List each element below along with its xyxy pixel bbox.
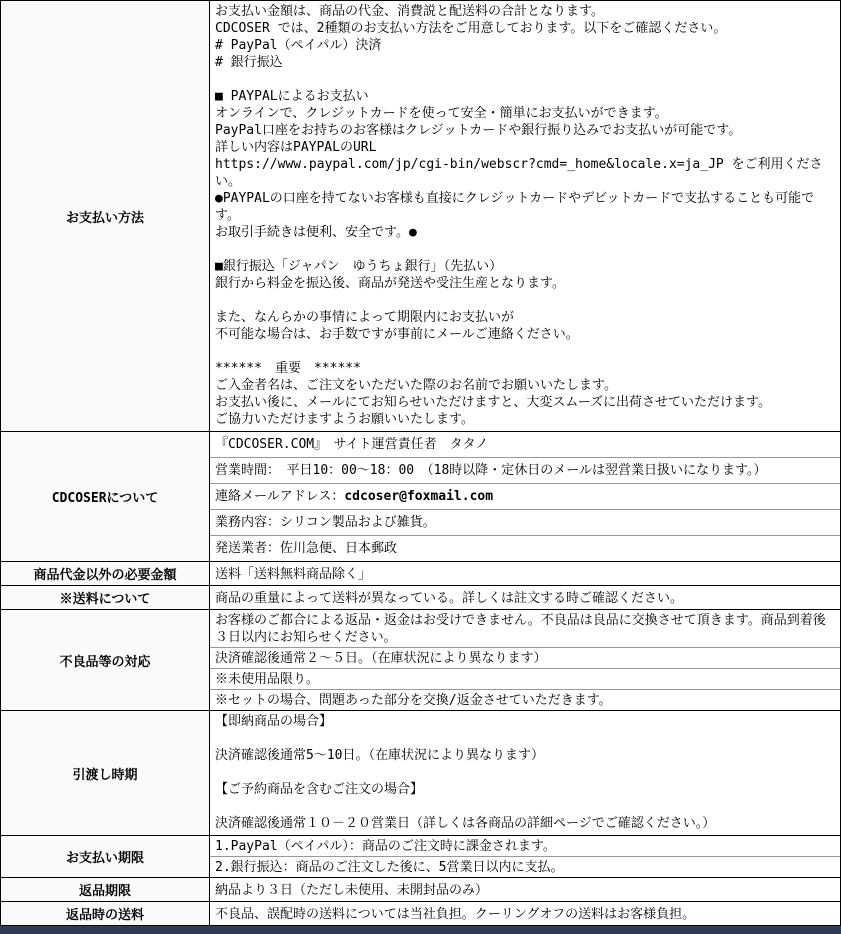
- site-owner: 『CDCOSER.COM』 サイト運営責任者 タタノ: [215, 437, 489, 452]
- paypal-section-heading: ■ PAYPALによるお支払い: [215, 89, 369, 104]
- text-line-bank-option: # 銀行振込: [215, 55, 283, 70]
- extra-fees-content: [210, 562, 841, 586]
- in-stock-leadtime: 決済確認後通常5～10日。（在庫状況により異なります）: [215, 748, 544, 763]
- shipping-fee-note: 送料「送料無料商品除く」: [215, 566, 372, 582]
- contact-email-row: [210, 483, 840, 509]
- shipping-fee-detail: 商品の重量によって送料が異なっている。詳しくは註文する時ご確認ください。: [215, 590, 684, 606]
- contact-email: cdcoser@foxmail.com: [344, 489, 494, 504]
- text-line: オンラインで、クレジットカードを使って安全・簡単にお支払いができます。: [215, 106, 668, 121]
- row-payment-method: [1, 1, 841, 432]
- row-label-return-deadline: 返品期限: [1, 878, 210, 902]
- about-cdcoser-content: [210, 432, 841, 562]
- delivery-time-lines: [210, 711, 840, 835]
- exchange-leadtime: 決済確認後通常２～５日。（在庫状況により異なります）: [210, 647, 840, 668]
- unused-only-note: ※未使用品限り。: [210, 668, 840, 689]
- blank-line: [210, 343, 840, 360]
- business-description: 業務内容：シリコン製品および雑貨。: [210, 509, 840, 535]
- set-exchange-note: ※セットの場合、問題あった部分を交換/返金させていただきます。: [210, 689, 840, 710]
- defective-items-content: [210, 610, 841, 711]
- paypal-url: https://www.paypal.com/jp/cgi-bin/webscr?cmd=_home&locale.x=ja_JP をご利用ください。: [215, 157, 823, 189]
- row-label-shipping-fee: ※送料について: [1, 586, 210, 610]
- text-line: 銀行から料金を振込後、商品が発送や受注生産となります。: [215, 276, 565, 291]
- text-line: PayPal口座をお持ちのお客様はクレジットカードや銀行振り込みでお支払いが可能です。: [215, 123, 742, 138]
- text-line: ご協力いただけますようお願いいたします。: [215, 412, 474, 427]
- row-return-deadline: [1, 878, 841, 902]
- blank-line: [210, 764, 840, 781]
- payment-method-content: [210, 1, 841, 432]
- payment-deadline-content: [210, 836, 841, 878]
- return-shipping-content: [210, 902, 841, 926]
- shipping-fee-content: [210, 586, 841, 610]
- preorder-leadtime: 決済確認後通常１０－２０営業日（詳しくは各商品の詳細ページでご確認ください。）: [215, 816, 716, 831]
- preorder-heading: 【ご予約商品を含むご注文の場合】: [215, 782, 424, 797]
- text-line-paypal-option: # PayPal（ペイパル）決済: [215, 38, 382, 53]
- delivery-time-content: [210, 711, 841, 836]
- important-note-heading: ****** 重要 ******: [215, 361, 361, 376]
- blank-line: [210, 730, 840, 747]
- return-policy: お客様のご都合による返品・返金はお受けできません。不良品は良品に交換させて頂きます。商品到着後３日以内にお知らせください。: [215, 613, 826, 645]
- blank-line: [210, 71, 840, 88]
- row-defective-items: [1, 610, 841, 711]
- text-line: お支払い後に、メールにてお知らせいただけますと、大変スムーズに出荷させていただけます。: [215, 395, 772, 410]
- blank-line: [210, 292, 840, 309]
- shipping-carriers: 発送業者：佐川急便、日本郵政: [210, 535, 840, 561]
- text-line: 詳しい内容はPAYPALのURL: [215, 140, 377, 155]
- row-label-about-cdcoser: CDCOSERについて: [1, 432, 210, 562]
- text-line: また、なんらかの事情によって期限内にお支払いが: [215, 310, 515, 325]
- row-shipping-fee: [1, 586, 841, 610]
- row-about-cdcoser: [1, 432, 841, 562]
- row-label-payment-method: お支払い方法: [1, 1, 210, 432]
- text-line: お取引手続きは便利、安全です。●: [215, 225, 417, 240]
- in-stock-heading: 【即納商品の場合】: [215, 714, 333, 729]
- row-label-return-shipping: 返品時の送料: [1, 902, 210, 926]
- business-hours: 営業時間： 平日10：00～18：00 （18時以降・定休日のメールは翌営業日扱いになります。）: [210, 457, 840, 483]
- blank-line: [210, 241, 840, 258]
- paypal-deadline: 1.PayPal（ペイパル）：商品のご注文時に課金されます。: [215, 839, 556, 854]
- row-label-extra-fees: 商品代金以外の必要金額: [1, 562, 210, 586]
- text-line: お支払い金額は、商品の代金、消費説と配送料の合計となります。: [215, 4, 604, 19]
- return-deadline-detail: 納品より３日（ただし未使用、未開封品のみ）: [215, 882, 489, 898]
- row-payment-deadline: [1, 836, 841, 878]
- row-extra-fees: [1, 562, 841, 586]
- blank-line: [210, 798, 840, 815]
- footer-bar: [0, 926, 841, 934]
- row-label-payment-deadline: お支払い期限: [1, 836, 210, 878]
- row-return-shipping: [1, 902, 841, 926]
- bank-section-heading: ■銀行振込「ジャパン ゆうちょ銀行」（先払い）: [215, 259, 503, 274]
- text-line: 不可能な場合は、お手数ですが事前にメールご連絡ください。: [215, 327, 579, 342]
- return-deadline-content: [210, 878, 841, 902]
- text-line: CDCOSER では、2種類のお支払い方法をご用意しております。以下をご確認ください。: [215, 21, 727, 36]
- row-label-delivery-time: 引渡し時期: [1, 711, 210, 836]
- bank-deadline: 2.銀行振込：商品のご注文した後に、5営業日以内に支払。: [210, 856, 840, 877]
- payment-method-lines: [210, 1, 840, 431]
- contact-email-label: 連絡メールアドレス：: [215, 489, 345, 504]
- text-line: ご入金者名は、ご注文をいただいた際のお名前でお願いいたします。: [215, 378, 617, 393]
- row-label-defective-items: 不良品等の対応: [1, 610, 210, 711]
- return-shipping-detail: 不良品、誤配時の送料については当社負担。クーリングオフの送料はお客様負担。: [215, 906, 696, 922]
- row-delivery-time: [1, 711, 841, 836]
- text-line: ●PAYPALの口座を持てないお客様も直接にクレジットカードやデビットカードで支払することも可能です。: [215, 191, 815, 223]
